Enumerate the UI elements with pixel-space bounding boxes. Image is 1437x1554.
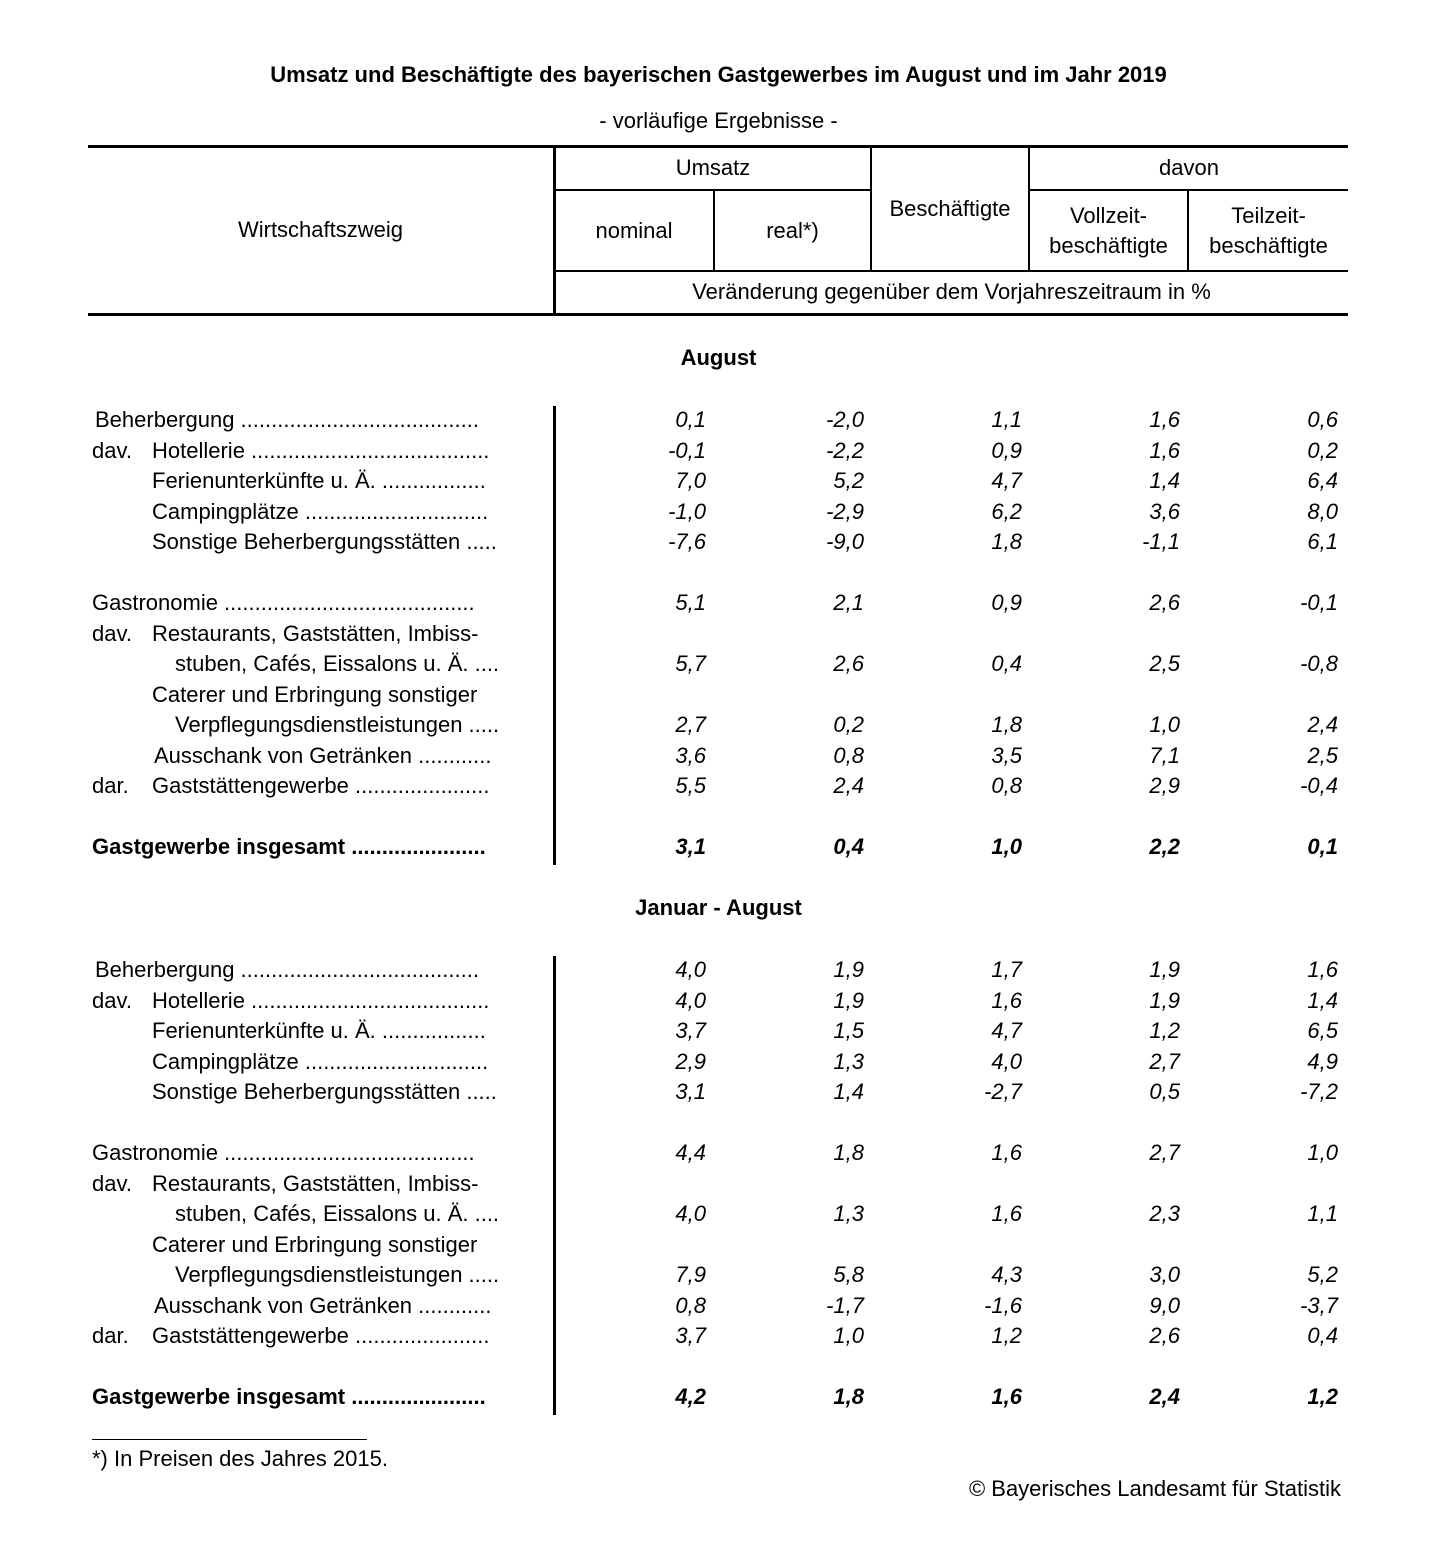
value-vollzeit: 0,5 <box>1149 1079 1180 1104</box>
value-real: 0,8 <box>833 743 864 768</box>
value-real: 1,9 <box>833 957 864 982</box>
value-real: 1,0 <box>833 1323 864 1348</box>
table-row <box>0 1199 1437 1229</box>
subheader-rule <box>555 270 1348 272</box>
value-real: 2,6 <box>833 651 864 676</box>
row-prefix: dar. <box>92 1323 129 1348</box>
row-label: stuben, Cafés, Eissalons u. Ä. .... <box>175 651 500 676</box>
value-beschaeftigte: 1,7 <box>991 957 1022 982</box>
section-title: August <box>680 345 757 370</box>
value-teilzeit: -0,1 <box>1300 590 1338 615</box>
value-vollzeit: 2,6 <box>1149 1323 1180 1348</box>
row-label: Gaststättengewerbe ...................... <box>152 773 490 798</box>
table-title: Umsatz und Beschäftigte des bayerischen Gastgewerbes im August und im Jahr 2019 <box>270 62 1167 87</box>
value-teilzeit: 5,2 <box>1307 1262 1338 1287</box>
value-teilzeit: 1,6 <box>1307 957 1338 982</box>
value-nominal: 0,1 <box>675 407 706 432</box>
table-row <box>0 710 1437 740</box>
table-row <box>0 1382 1437 1412</box>
value-nominal: 5,5 <box>675 773 706 798</box>
row-label: Gaststättengewerbe ...................... <box>152 1323 490 1348</box>
value-vollzeit: 1,2 <box>1149 1018 1180 1043</box>
table-subtitle: - vorläufige Ergebnisse - <box>599 108 838 133</box>
row-label: Gastronomie ......................................... <box>92 590 475 615</box>
table-row <box>0 466 1437 496</box>
value-beschaeftigte: 4,7 <box>991 468 1022 493</box>
value-nominal: 5,1 <box>675 590 706 615</box>
value-beschaeftigte: 1,8 <box>991 712 1022 737</box>
footnote-rule <box>92 1439 367 1440</box>
value-real: 1,8 <box>833 1140 864 1165</box>
header-vollzeit-line2: beschäftigte <box>1049 233 1168 258</box>
value-teilzeit: 0,6 <box>1307 407 1338 432</box>
row-label: Sonstige Beherbergungsstätten ..... <box>152 1079 497 1104</box>
row-prefix: dav. <box>92 988 132 1013</box>
value-vollzeit: 2,7 <box>1149 1049 1180 1074</box>
row-label: Verpflegungsdienstleistungen ..... <box>175 712 500 737</box>
value-real: 1,5 <box>833 1018 864 1043</box>
value-vollzeit: 1,9 <box>1149 988 1180 1013</box>
value-beschaeftigte: 1,8 <box>991 529 1022 554</box>
table-row <box>0 588 1437 618</box>
table-row <box>0 680 1437 710</box>
header-nominal: nominal <box>595 218 673 243</box>
table-row <box>0 405 1437 435</box>
value-vollzeit: 3,0 <box>1149 1262 1180 1287</box>
table-row <box>0 1016 1437 1046</box>
header-teilzeit-line2: beschäftigte <box>1209 233 1328 258</box>
value-nominal: 4,0 <box>675 1201 706 1226</box>
header-unit: Veränderung gegenüber dem Vorjahreszeitraum in % <box>692 279 1211 304</box>
table-row <box>0 436 1437 466</box>
table-row <box>0 741 1437 771</box>
value-beschaeftigte: -1,6 <box>984 1293 1022 1318</box>
value-vollzeit: 3,6 <box>1149 499 1180 524</box>
value-nominal: 4,0 <box>675 957 706 982</box>
value-teilzeit: -3,7 <box>1300 1293 1338 1318</box>
copyright: © Bayerisches Landesamt für Statistik <box>968 1476 1341 1501</box>
value-vollzeit: -1,1 <box>1142 529 1180 554</box>
value-vollzeit: 1,9 <box>1149 957 1180 982</box>
header-wirtschaftszweig: Wirtschaftszweig <box>237 217 404 242</box>
value-beschaeftigte: 3,5 <box>991 743 1022 768</box>
value-teilzeit: -7,2 <box>1300 1079 1338 1104</box>
value-nominal: 3,1 <box>675 1079 706 1104</box>
value-vollzeit: 1,0 <box>1149 712 1180 737</box>
table-row <box>0 1260 1437 1290</box>
value-teilzeit: 0,4 <box>1307 1323 1338 1348</box>
header-teilzeit-line1: Teilzeit- <box>1231 203 1306 228</box>
table-row <box>0 619 1437 649</box>
table-row <box>0 497 1437 527</box>
table-row <box>0 771 1437 801</box>
value-nominal: 0,8 <box>675 1293 706 1318</box>
value-vollzeit: 1,4 <box>1149 468 1180 493</box>
value-vollzeit: 7,1 <box>1149 743 1180 768</box>
value-beschaeftigte: 1,0 <box>991 834 1022 859</box>
row-label: Gastgewerbe insgesamt ...................... <box>92 834 486 859</box>
header-real: real*) <box>766 218 819 243</box>
value-vollzeit: 1,6 <box>1149 438 1180 463</box>
header-vollzeit-line1: Vollzeit- <box>1069 203 1148 228</box>
value-real: 0,2 <box>833 712 864 737</box>
value-teilzeit: 4,9 <box>1307 1049 1338 1074</box>
table-row <box>0 649 1437 679</box>
value-nominal: 4,0 <box>675 988 706 1013</box>
table-row <box>0 986 1437 1016</box>
table-row <box>0 1077 1437 1107</box>
table-row <box>0 1138 1437 1168</box>
footnote: *) In Preisen des Jahres 2015. <box>92 1446 388 1471</box>
row-label: Ferienunterkünfte u. Ä. ................. <box>152 1018 486 1043</box>
row-label: Campingplätze .............................. <box>152 499 489 524</box>
value-nominal: 3,6 <box>675 743 706 768</box>
table-row <box>0 1321 1437 1351</box>
value-beschaeftigte: 0,4 <box>991 651 1022 676</box>
value-real: -9,0 <box>826 529 864 554</box>
row-label: Ferienunterkünfte u. Ä. ................. <box>152 468 486 493</box>
value-teilzeit: -0,4 <box>1300 773 1338 798</box>
value-vollzeit: 2,9 <box>1149 773 1180 798</box>
value-real: 2,1 <box>833 590 864 615</box>
row-label: Restaurants, Gaststätten, Imbiss- <box>152 621 479 646</box>
value-beschaeftigte: 1,1 <box>991 407 1022 432</box>
header-bottom-rule <box>88 313 1348 316</box>
row-prefix: dar. <box>92 773 129 798</box>
value-beschaeftigte: 1,6 <box>991 1140 1022 1165</box>
value-nominal: 4,2 <box>675 1384 706 1409</box>
row-label: Caterer und Erbringung sonstiger <box>152 682 478 707</box>
value-real: 0,4 <box>833 834 864 859</box>
value-nominal: 3,7 <box>675 1323 706 1348</box>
value-teilzeit: 2,4 <box>1307 712 1338 737</box>
value-nominal: 3,7 <box>675 1018 706 1043</box>
row-label: Ausschank von Getränken ............ <box>154 1293 492 1318</box>
table-row <box>0 955 1437 985</box>
header-davon: davon <box>1159 155 1219 180</box>
value-real: 2,4 <box>833 773 864 798</box>
row-label: Ausschank von Getränken ............ <box>154 743 492 768</box>
value-vollzeit: 2,2 <box>1149 834 1180 859</box>
row-label: Sonstige Beherbergungsstätten ..... <box>152 529 497 554</box>
header-umsatz: Umsatz <box>675 155 751 180</box>
table-row <box>0 527 1437 557</box>
value-beschaeftigte: 0,9 <box>991 590 1022 615</box>
row-label: Campingplätze .............................. <box>152 1049 489 1074</box>
value-beschaeftigte: 4,3 <box>991 1262 1022 1287</box>
value-vollzeit: 1,6 <box>1149 407 1180 432</box>
table-row <box>0 1169 1437 1199</box>
value-nominal: -0,1 <box>668 438 706 463</box>
row-prefix: dav. <box>92 438 132 463</box>
table-row <box>0 1291 1437 1321</box>
value-teilzeit: 1,1 <box>1307 1201 1338 1226</box>
value-vollzeit: 9,0 <box>1149 1293 1180 1318</box>
value-nominal: 7,9 <box>675 1262 706 1287</box>
header-top-rule <box>88 145 1348 148</box>
value-vollzeit: 2,3 <box>1149 1201 1180 1226</box>
row-label: Beherbergung ....................................... <box>95 407 479 432</box>
value-nominal: 2,7 <box>675 712 706 737</box>
value-nominal: 3,1 <box>675 834 706 859</box>
value-nominal: 4,4 <box>675 1140 706 1165</box>
row-label: Gastronomie ......................................... <box>92 1140 475 1165</box>
value-teilzeit: 6,1 <box>1307 529 1338 554</box>
value-real: 5,2 <box>833 468 864 493</box>
value-beschaeftigte: 1,2 <box>991 1323 1022 1348</box>
davon-rule <box>1030 189 1348 191</box>
value-beschaeftigte: 1,6 <box>991 1201 1022 1226</box>
value-nominal: 7,0 <box>675 468 706 493</box>
value-teilzeit: 1,4 <box>1307 988 1338 1013</box>
value-nominal: 2,9 <box>675 1049 706 1074</box>
table-row <box>0 832 1437 862</box>
value-teilzeit: 1,2 <box>1307 1384 1338 1409</box>
value-real: 1,4 <box>833 1079 864 1104</box>
value-real: 1,9 <box>833 988 864 1013</box>
value-teilzeit: -0,8 <box>1300 651 1338 676</box>
row-label: stuben, Cafés, Eissalons u. Ä. .... <box>175 1201 500 1226</box>
row-prefix: dav. <box>92 1171 132 1196</box>
value-real: -2,0 <box>826 407 864 432</box>
value-real: 5,8 <box>833 1262 864 1287</box>
value-nominal: -7,6 <box>668 529 706 554</box>
row-label: Verpflegungsdienstleistungen ..... <box>175 1262 500 1287</box>
value-vollzeit: 2,4 <box>1149 1384 1180 1409</box>
section-title: Januar - August <box>635 895 802 920</box>
value-teilzeit: 0,1 <box>1307 834 1338 859</box>
table-row <box>0 1047 1437 1077</box>
value-real: 1,3 <box>833 1201 864 1226</box>
value-beschaeftigte: 1,6 <box>991 988 1022 1013</box>
value-beschaeftigte: 0,8 <box>991 773 1022 798</box>
value-beschaeftigte: -2,7 <box>984 1079 1022 1104</box>
value-teilzeit: 6,5 <box>1307 1018 1338 1043</box>
header-beschaeftigte: Beschäftigte <box>889 196 1011 221</box>
value-real: 1,8 <box>833 1384 864 1409</box>
value-beschaeftigte: 4,0 <box>991 1049 1022 1074</box>
value-vollzeit: 2,5 <box>1149 651 1180 676</box>
value-teilzeit: 2,5 <box>1307 743 1338 768</box>
row-label: Beherbergung ....................................... <box>95 957 479 982</box>
value-beschaeftigte: 6,2 <box>991 499 1022 524</box>
value-teilzeit: 6,4 <box>1307 468 1338 493</box>
value-real: -2,2 <box>826 438 864 463</box>
value-beschaeftigte: 4,7 <box>991 1018 1022 1043</box>
row-label: Hotellerie ....................................... <box>152 438 490 463</box>
value-beschaeftigte: 0,9 <box>991 438 1022 463</box>
value-real: -1,7 <box>826 1293 864 1318</box>
value-vollzeit: 2,6 <box>1149 590 1180 615</box>
value-vollzeit: 2,7 <box>1149 1140 1180 1165</box>
row-label: Restaurants, Gaststätten, Imbiss- <box>152 1171 479 1196</box>
value-nominal: -1,0 <box>668 499 706 524</box>
value-real: 1,3 <box>833 1049 864 1074</box>
value-teilzeit: 0,2 <box>1307 438 1338 463</box>
value-teilzeit: 1,0 <box>1307 1140 1338 1165</box>
row-prefix: dav. <box>92 621 132 646</box>
row-label: Gastgewerbe insgesamt ...................... <box>92 1384 486 1409</box>
row-label: Caterer und Erbringung sonstiger <box>152 1232 478 1257</box>
value-beschaeftigte: 1,6 <box>991 1384 1022 1409</box>
table-row <box>0 1230 1437 1260</box>
row-label: Hotellerie ....................................... <box>152 988 490 1013</box>
value-real: -2,9 <box>826 499 864 524</box>
value-nominal: 5,7 <box>675 651 706 676</box>
value-teilzeit: 8,0 <box>1307 499 1338 524</box>
